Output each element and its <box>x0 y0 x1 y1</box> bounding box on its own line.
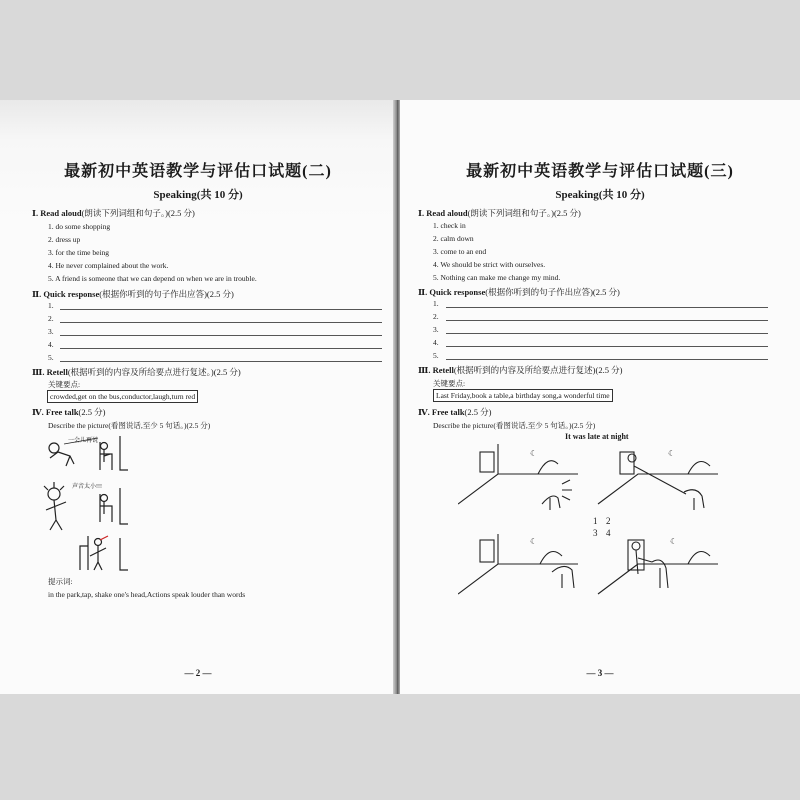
list-item: 5. A friend is someone that we can depend on when we are in trouble. <box>48 274 257 283</box>
speech-text: 声音太小!!! <box>72 484 102 490</box>
free-talk-instruction: Describe the picture(看图说话,至少 5 句话。)(2.5 分) <box>433 421 596 430</box>
list-item: 1. do some shopping <box>48 222 111 231</box>
answer-number: 2. <box>48 314 54 323</box>
section-free-talk: Ⅳ. Free talk(2.5 分) <box>418 407 492 417</box>
answer-number: 1. <box>48 301 54 310</box>
keywords-box: crowded,get on the bus,conductor,laugh,turn red <box>47 390 198 403</box>
list-item: 4. We should be strict with ourselves. <box>433 260 546 269</box>
list-item: 2. calm down <box>433 234 474 243</box>
picture-panels <box>458 444 718 606</box>
answer-line[interactable] <box>446 307 768 308</box>
right-page <box>400 100 800 694</box>
free-talk-instruction: Describe the picture(看图说话,至少 5 句话。)(2.5 分) <box>48 421 211 430</box>
speech-text: 一会儿再说 <box>68 438 99 444</box>
keywords-label: 关键要点: <box>433 379 466 388</box>
list-item: 5. Nothing can make me change my mind. <box>433 273 561 282</box>
section-read-aloud: Ⅰ. Read aloud(朗读下列词组和句子。)(2.5 分) <box>418 208 581 218</box>
page-title: 最新初中英语教学与评估口试题(三) <box>466 163 734 180</box>
section-free-talk: Ⅳ. Free talk(2.5 分) <box>32 407 106 417</box>
picture-title: It was late at night <box>565 432 629 441</box>
section-quick-response: Ⅱ. Quick response(根据你听到的句子作出应答)(2.5 分) <box>418 287 620 297</box>
answer-line[interactable] <box>60 361 382 362</box>
answer-number: 5. <box>48 353 54 362</box>
comic-strip-left <box>40 432 150 572</box>
answer-line[interactable] <box>60 309 382 310</box>
left-page <box>0 100 396 694</box>
answer-line[interactable] <box>60 348 382 349</box>
hint-words: in the park,tap, shake one's head,Actions speak louder than words <box>48 590 246 599</box>
list-item: 4. He never complained about the work. <box>48 261 169 270</box>
keywords-label: 关键要点: <box>48 380 81 389</box>
svg-text:☾: ☾ <box>670 537 678 546</box>
answer-number: 4. <box>48 340 54 349</box>
section-quick-response: Ⅱ. Quick response(根据你听到的句子作出应答)(2.5 分) <box>32 289 234 299</box>
list-item: 1. check in <box>433 221 466 230</box>
page-number: — 3 — <box>586 668 614 678</box>
panel-number: 3 <box>593 528 598 538</box>
answer-line[interactable] <box>446 346 768 347</box>
svg-text:☾: ☾ <box>530 449 538 458</box>
answer-number: 2. <box>433 312 439 321</box>
answer-line[interactable] <box>60 335 382 336</box>
answer-number: 3. <box>48 327 54 336</box>
list-item: 3. for the time being <box>48 248 110 257</box>
answer-line[interactable] <box>446 320 768 321</box>
answer-number: 5. <box>433 351 439 360</box>
section-read-aloud: Ⅰ. Read aloud(朗读下列词组和句子。)(2.5 分) <box>32 208 195 218</box>
list-item: 2. dress up <box>48 235 81 244</box>
panel-number: 2 <box>606 516 611 526</box>
page-subtitle: Speaking(共 10 分) <box>555 189 645 201</box>
panel-number: 4 <box>606 528 611 538</box>
page-subtitle: Speaking(共 10 分) <box>153 189 243 201</box>
svg-text:☾: ☾ <box>530 537 538 546</box>
answer-number: 1. <box>433 299 439 308</box>
panel-number: 1 <box>593 516 598 526</box>
answer-number: 3. <box>433 325 439 334</box>
answer-line[interactable] <box>446 333 768 334</box>
section-retell: Ⅲ. Retell(根据听到的内容及所给要点进行复述。)(2.5 分) <box>32 367 241 377</box>
answer-line[interactable] <box>60 322 382 323</box>
answer-number: 4. <box>433 338 439 347</box>
hint-label: 提示词: <box>48 577 73 586</box>
svg-text:☾: ☾ <box>668 449 676 458</box>
page-number: — 2 — <box>184 668 212 678</box>
answer-line[interactable] <box>446 359 768 360</box>
keywords-box: Last Friday,book a table,a birthday song,a wonderful time <box>433 389 613 402</box>
page-title: 最新初中英语教学与评估口试题(二) <box>64 163 332 180</box>
list-item: 3. come to an end <box>433 247 487 256</box>
section-retell: Ⅲ. Retell(根据听到的内容及所给要点进行复述)(2.5 分) <box>418 365 623 375</box>
